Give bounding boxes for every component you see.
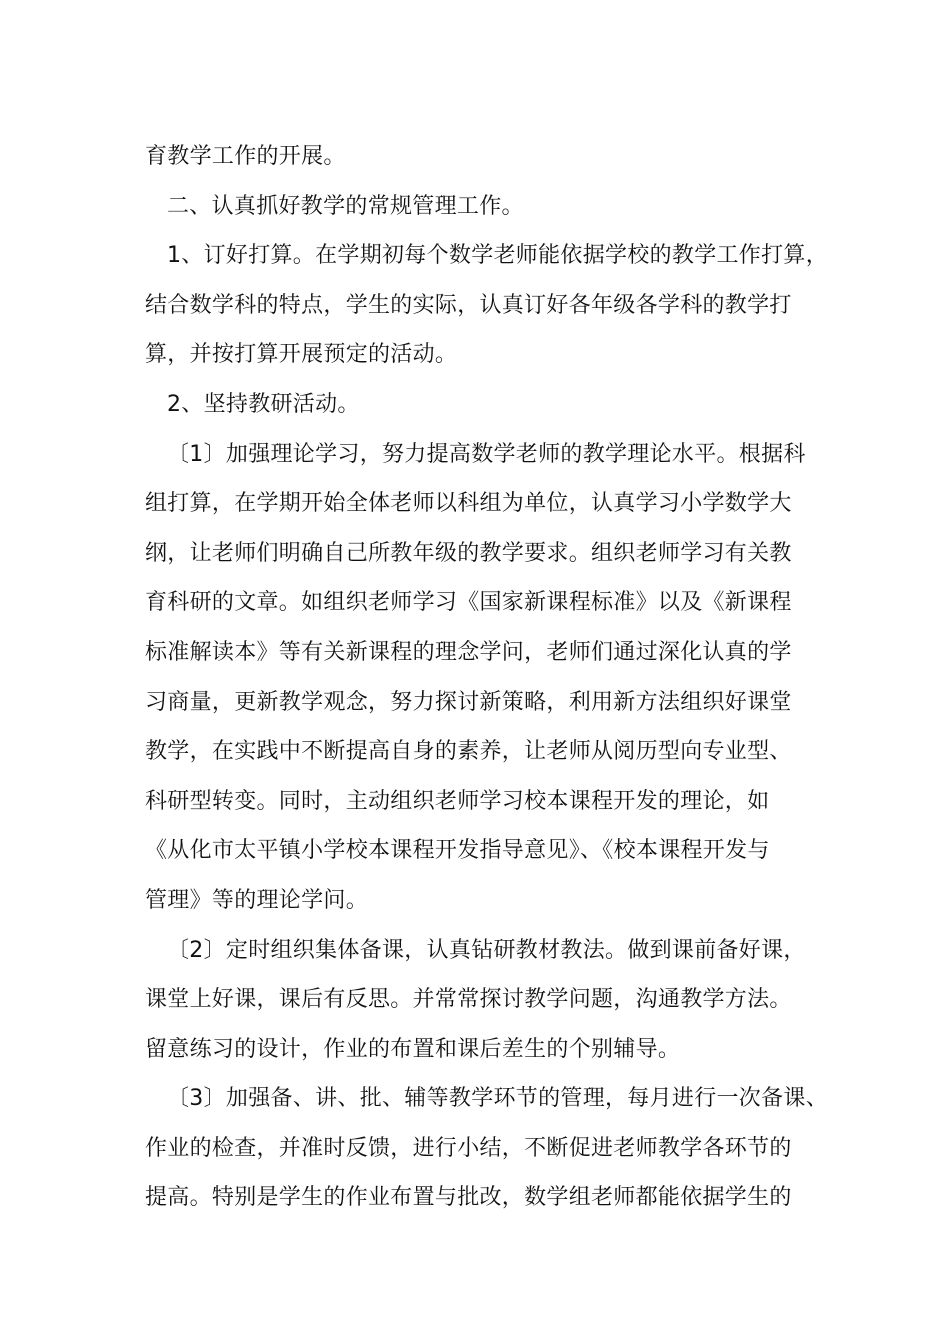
text-line: 2、坚持教研活动。 bbox=[167, 391, 360, 417]
text-line: 教学，在实践中不断提高自身的素养，让老师从阅历型向专业型、 bbox=[145, 739, 792, 765]
text-line: 习商量，更新教学观念，努力探讨新策略，利用新方法组织好课堂 bbox=[145, 689, 792, 715]
text-line: 纲，让老师们明确自己所教年级的教学要求。组织老师学习有关教 bbox=[145, 540, 792, 566]
text-line: 管理》等的理论学问。 bbox=[145, 887, 369, 913]
text-line: 结合数学科的特点，学生的实际，认真订好各年级各学科的教学打 bbox=[145, 292, 792, 318]
document-body bbox=[145, 132, 835, 1223]
text-line: 课堂上好课，课后有反思。并常常探讨教学问题，沟通教学方法。 bbox=[145, 987, 792, 1013]
text-line: 留意练习的设计，作业的布置和课后差生的个别辅导。 bbox=[145, 1036, 681, 1062]
text-line: 科研型转变。同时，主动组织老师学习校本课程开发的理论，如 bbox=[145, 788, 770, 814]
text-line: 〔3〕加强备、讲、批、辅等教学环节的管理，每月进行一次备课、 bbox=[167, 1086, 828, 1112]
text-line: 二、认真抓好教学的常规管理工作。 bbox=[167, 193, 524, 219]
text-line: 标准解读本》等有关新课程的理念学问，老师们通过深化认真的学 bbox=[145, 639, 792, 665]
text-line: 提高。特别是学生的作业布置与批改，数学组老师都能依据学生的 bbox=[145, 1185, 792, 1211]
text-line: 组打算，在学期开始全体老师以科组为单位，认真学习小学数学大 bbox=[145, 491, 792, 517]
text-line: 育教学工作的开展。 bbox=[145, 144, 346, 169]
text-line: 〔2〕定时组织集体备课，认真钻研教材教法。做到课前备好课， bbox=[167, 937, 806, 963]
text-line: 育科研的文章。如组织老师学习《国家新课程标准》以及《新课程 bbox=[145, 590, 792, 616]
text-line: 1、订好打算。在学期初每个数学老师能依据学校的教学工作打算， bbox=[167, 243, 828, 269]
text-line: 算，并按打算开展预定的活动。 bbox=[145, 342, 458, 368]
text-line: 作业的检查，并准时反馈，进行小结，不断促进老师教学各环节的 bbox=[145, 1135, 792, 1161]
text-line: 〔1〕加强理论学习，努力提高数学老师的教学理论水平。根据科 bbox=[167, 441, 806, 467]
text-line: 《从化市太平镇小学校本课程开发指导意见》、《校本课程开发与 bbox=[145, 838, 770, 864]
